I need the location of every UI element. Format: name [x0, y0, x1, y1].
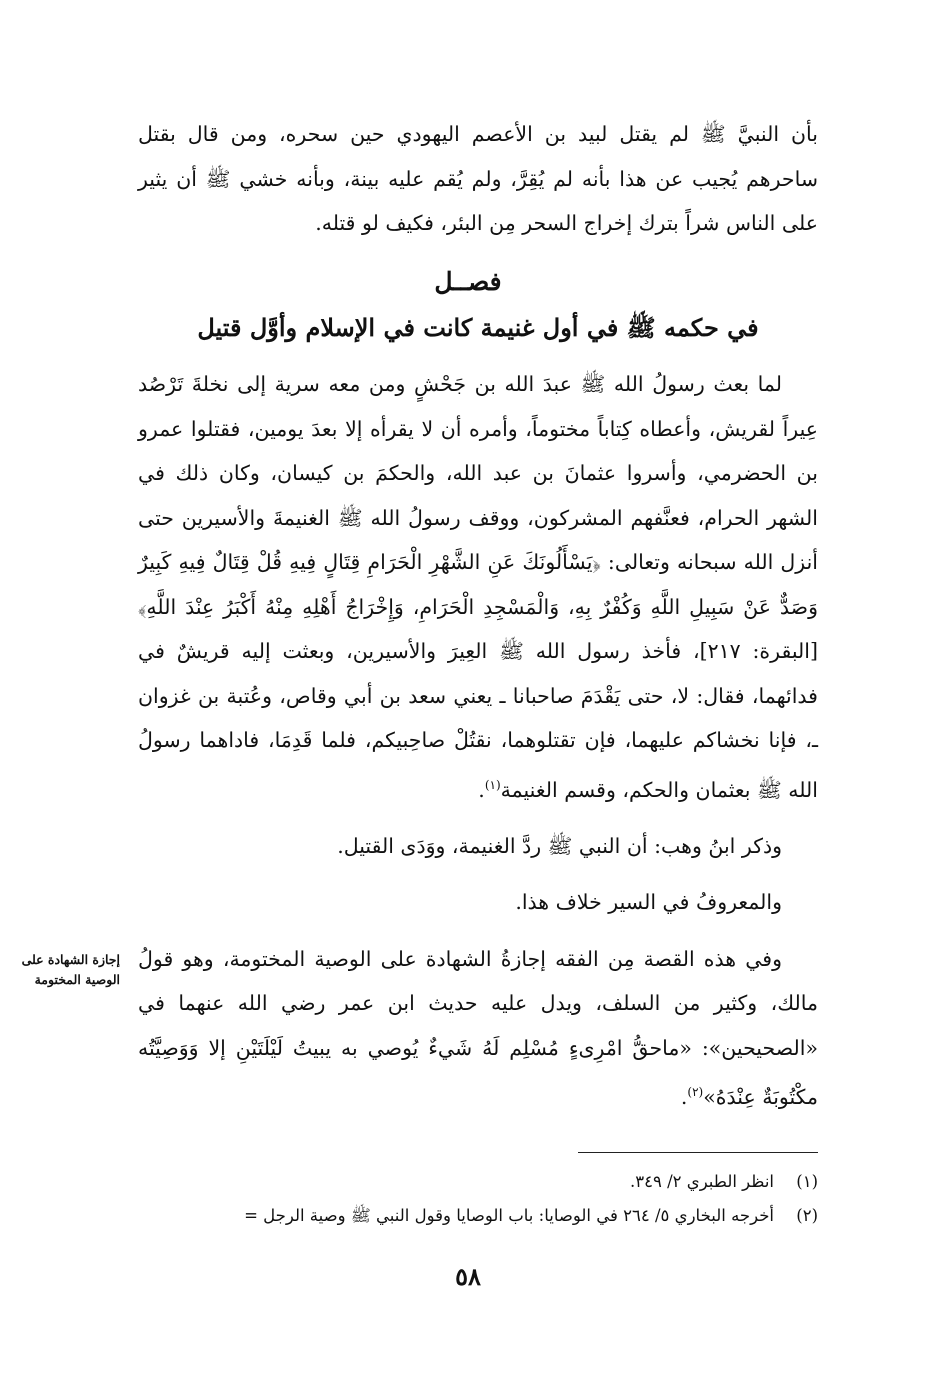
wasiyya-end: .	[680, 1085, 688, 1110]
spacer	[138, 925, 818, 937]
footnote-number: (٢)	[796, 1206, 818, 1225]
page-number: ٥٨	[455, 1262, 481, 1291]
footnote-text: انظر الطبري ٢/ ٣٤٩.	[630, 1172, 774, 1191]
maruf-paragraph: والمعروفُ في السير خلاف هذا.	[515, 890, 782, 915]
spacer	[138, 812, 818, 824]
footnote-2	[118, 1199, 818, 1233]
footnotes	[118, 1165, 818, 1233]
main-body	[138, 362, 818, 1120]
footnote-ref-2: (٢)	[687, 1085, 704, 1100]
intro-text: بأن النبيَّ ﷺ لم يقتل لبيد بن الأعصم اليهودي حين سحره، ومن قال بقتل ساحرهم يُجيب عن هذا بأنه لم يُقِرَّ، ولم يُقم عليه بينة، وبأنه خشي ﷺ أن يثير على الناس شراً بترك إخراج السحر مِن البئر، فكيف لو قتله.	[138, 122, 818, 235]
section-title: في حكمه ﷺ في أول غنيمة كانت في الإسلام وأوَّل قتيل	[197, 313, 759, 342]
wasiyya-text: وفي هذه القصة مِن الفقه إجازةُ الشهادة على الوصية المختومة، وهو قولُ مالك، وكثير من السلف، ويدل عليه حديث ابن عمر رضي الله عنهما في «الصحيحين»: «ماحقُّ امْرِىءٍ مُسْلِم لَهُ شَيءٌ يُوصي به يبيتُ لَيْلَتَيْنِ إلا وَوَصِيَّتُه مكْتُوبَةٌ عِنْدَهُ»	[138, 946, 818, 1110]
spacer	[138, 868, 818, 880]
intro-paragraph	[138, 112, 818, 246]
main-paragraph-text: لما بعث رسولُ الله ﷺ عبدَ الله بن جَحْشٍ ومن معه سرية إلى نخلةَ تَرْصُد عِيراً لقريش، وأعطاه كِتاباً مختوماً، وأمره أن لا يقرأه إلا بعدَ يومين، فقتلوا عمرو بن الحضرمي، وأسروا عثمانَ بن عبد الله، والحكمَ بن كيسان، وكان ذلك في الشهر الحرام، فعنَّفهم المشركون، ووقف رسولُ الله ﷺ الغنيمةَ والأسيرين حتى أنزل الله سبحانه وتعالى: ﴿يَسْأَلُونَكَ عَنِ الشَّهْرِ الْحَرَامِ قِتَالٍ فِيهِ قُلْ قِتَالٌ فِيهِ كَبِيرٌ وَصَدٌّ عَنْ سَبِيلِ اللَّهِ وَكُفْرٌ بِهِ، وَالْمَسْجِدِ الْحَرَامِ، وَإِخْرَاجُ أَهْلِهِ مِنْهُ أَكْبَرُ عِنْدَ اللَّهِ﴾ [البقرة: ٢١٧]، فأخذ رسول الله ﷺ العِيرَ والأسيرين، وبعثت إليه قريشٌ في فدائهما، فقال: لا، حتى يَقْدَمَ صاحبانا ـ يعني سعد بن أبي وقاص، وعُتبة بن غزوان ـ، فإنا نخشاكم عليهما، فإن تقتلوهما، نقتُلْ صاحِبيكم، فلما قَدِمَا، فاداهما رسولُ الله ﷺ بعثمان والحكم، وقسم الغنيمة	[138, 372, 818, 802]
wasiyya-paragraph	[138, 937, 818, 1120]
footnote-divider	[578, 1152, 818, 1153]
footnote-text: أخرجه البخاري ٥/ ٢٦٤ في الوصايا: باب الوصايا وقول النبي ﷺ وصية الرجل =	[244, 1206, 774, 1225]
section-label	[0, 262, 936, 302]
footnote-ref-1: (١)	[484, 777, 501, 792]
footnote-number: (١)	[796, 1172, 818, 1191]
footnote-1	[118, 1165, 818, 1199]
main-paragraph-end: .	[478, 777, 485, 802]
ibn-wahb-paragraph: وذكر ابنُ وهب: أن النبي ﷺ ردَّ الغنيمة، ووَدَى القتيل.	[337, 833, 782, 858]
main-paragraph	[138, 362, 818, 812]
margin-note: إجازة الشهادة على الوصية المختومة	[21, 952, 120, 987]
section-label-text: فصــل	[434, 267, 502, 296]
